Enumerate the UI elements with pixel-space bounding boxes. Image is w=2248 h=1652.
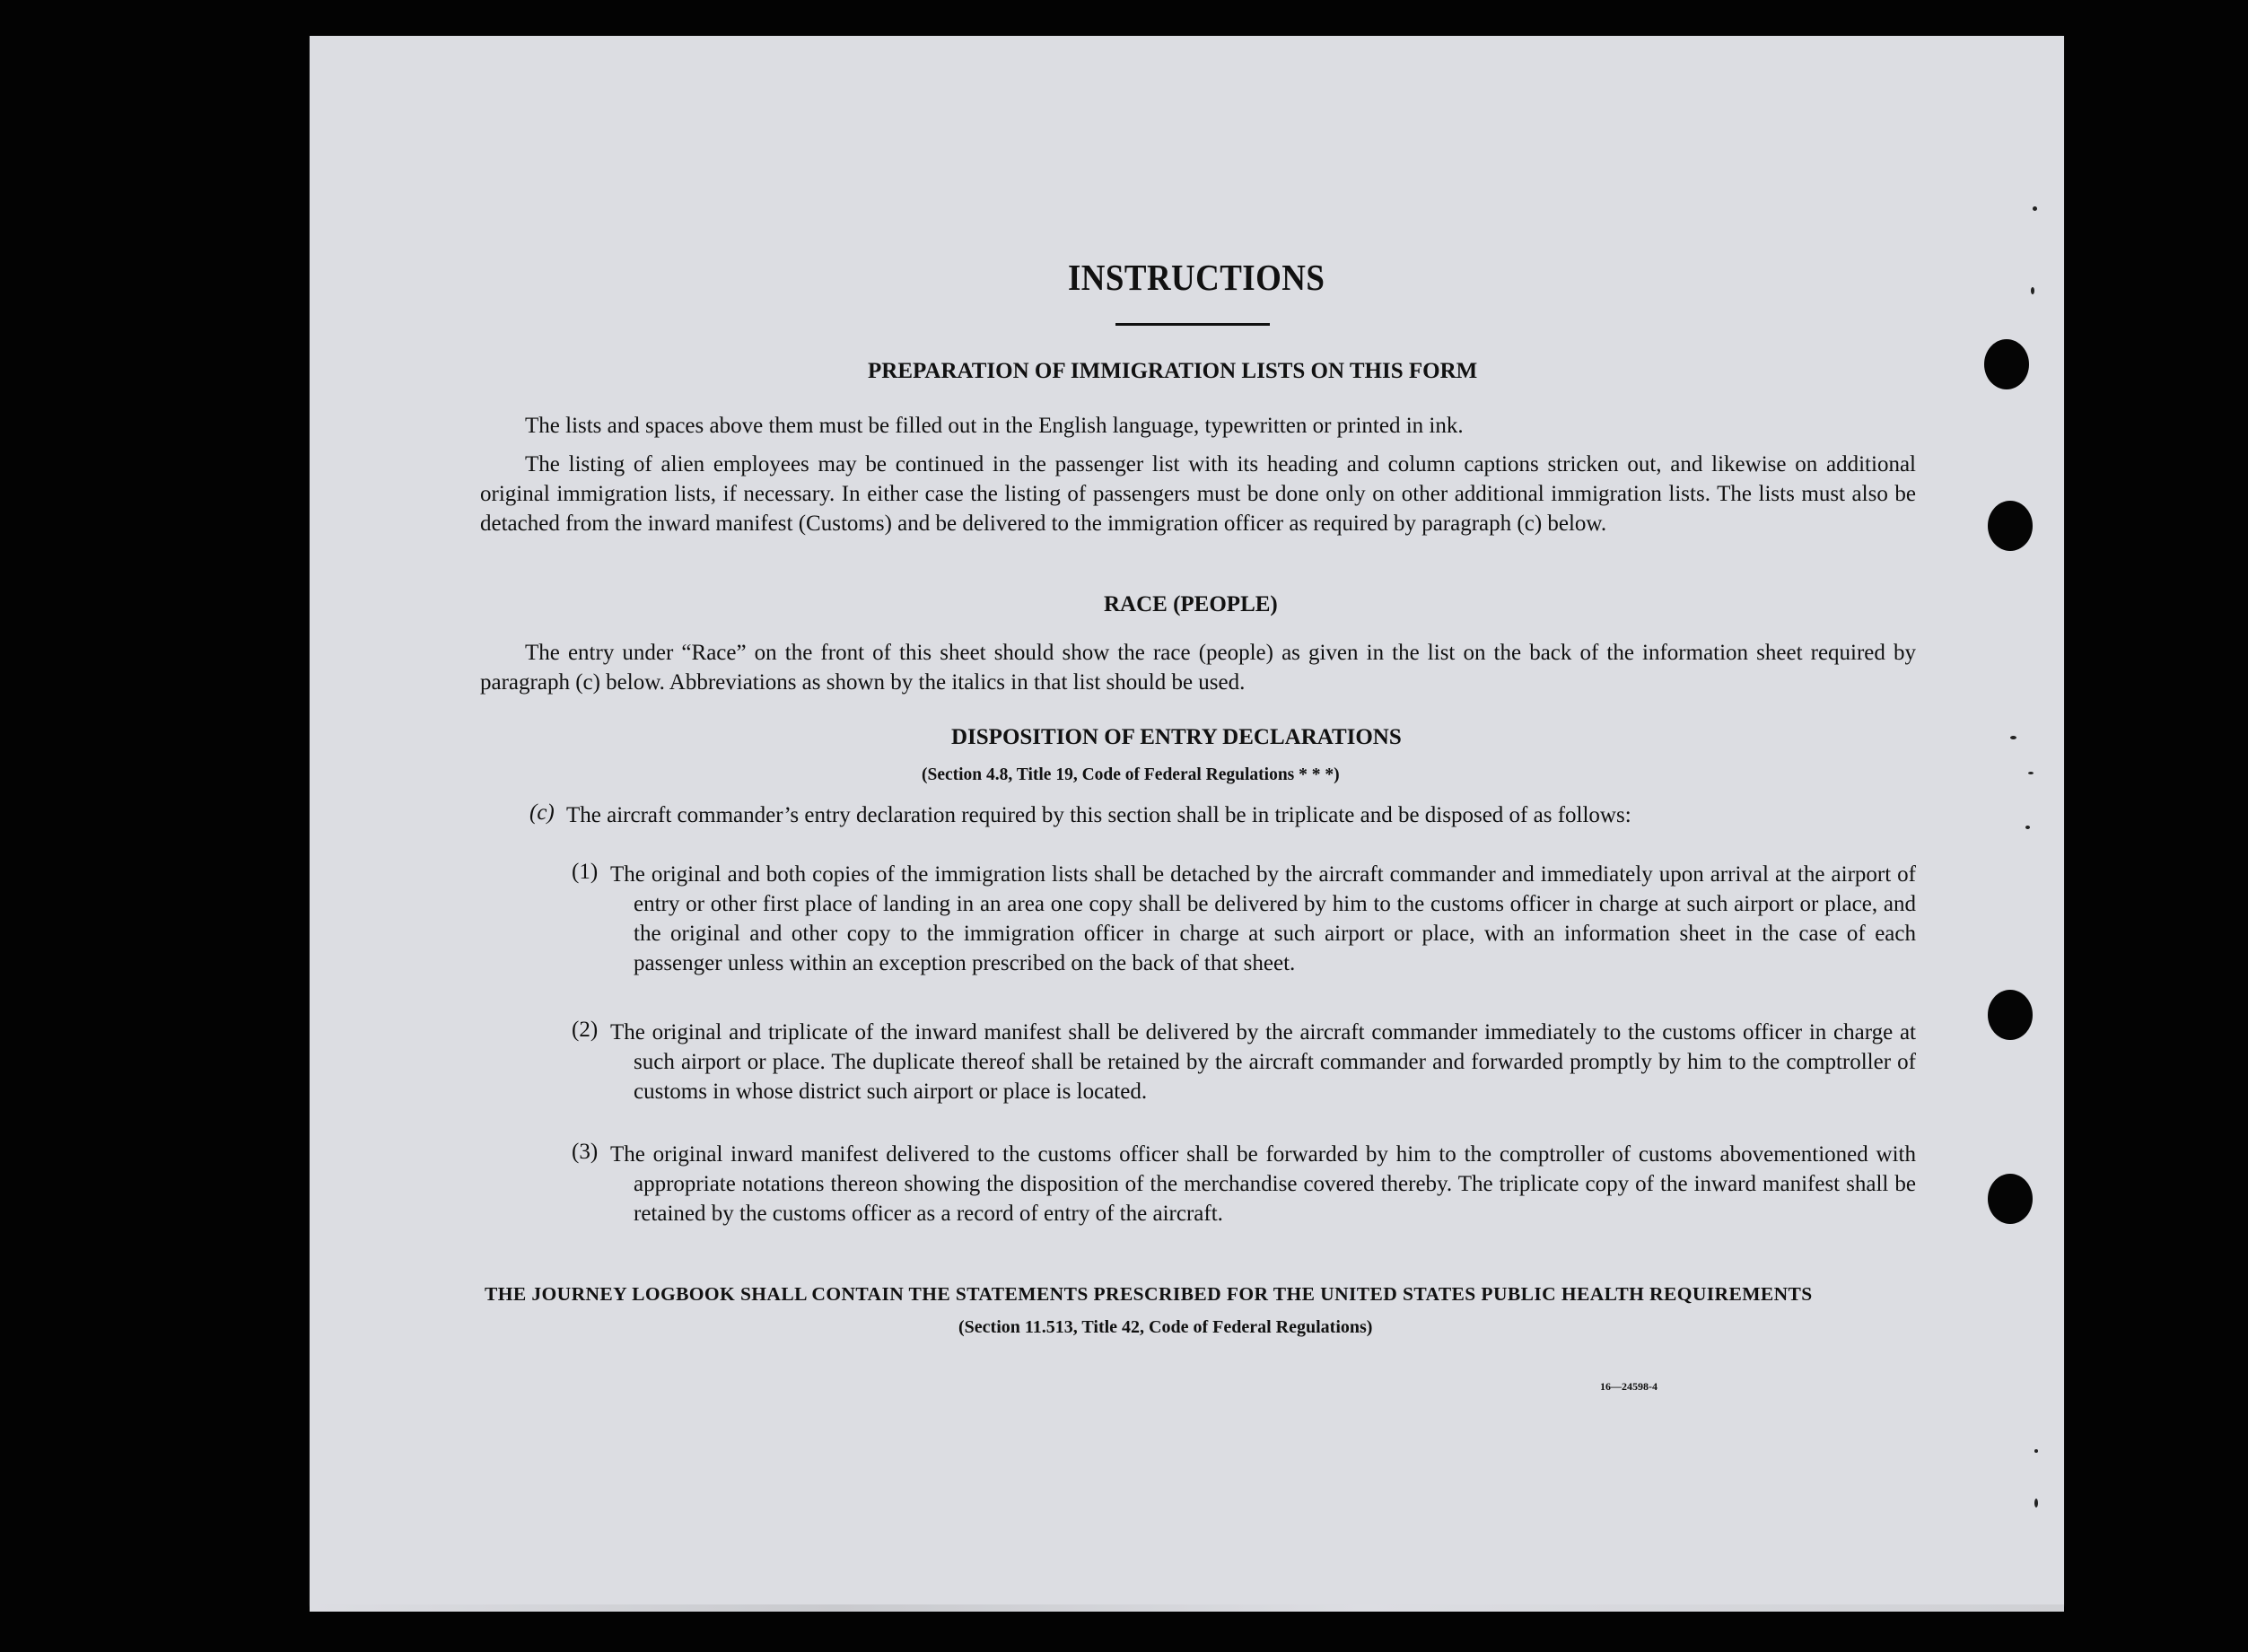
scan-speck <box>2031 287 2034 294</box>
scan-speck <box>2025 826 2030 829</box>
footer-reference: (Section 11.513, Title 42, Code of Federal Regulations) <box>958 1317 1373 1337</box>
section-reference: (Section 4.8, Title 19, Code of Federal Regulations * * *) <box>922 765 1340 784</box>
paragraph-race <box>480 638 1916 697</box>
punch-hole <box>1988 990 2033 1040</box>
paragraph-text: The lists and spaces above them must be filled out in the English language, typewritten or printed in ink. <box>525 414 1464 438</box>
item-text-3 <box>610 1140 1916 1228</box>
punch-hole <box>1984 339 2029 389</box>
punch-hole <box>1988 1174 2033 1224</box>
scan-speck <box>2034 1499 2038 1508</box>
item-text: The original and both copies of the immigration lists shall be detached by the aircraft commander and immediately upon arrival at the airport of entry or other first place of landing in an area one copy shall be delivered by him to the customs officer in charge at such airport or place, and the original and other copy to the immigration officer in charge at such airport or place, with an information sheet in the case of each passenger unless within an exception prescribed on the back of that sheet. <box>610 862 1916 975</box>
paragraph-lists-language <box>480 411 1916 441</box>
item-text-2 <box>610 1018 1916 1106</box>
scan-speck <box>2028 772 2034 774</box>
title-underline <box>1115 323 1270 326</box>
item-text: The original and triplicate of the inward manifest shall be delivered by the aircraft commander immediately to the customs officer in charge at such airport or place. The duplicate thereof shall be retained by the aircraft commander and forwarded promptly by him to the comptroller of customs in whose district such airport or place is located. <box>610 1020 1916 1104</box>
paragraph-label-c: (c) <box>529 800 555 825</box>
scan-speck <box>2010 736 2016 739</box>
paragraph-intro-c <box>566 800 1917 830</box>
punch-hole <box>1988 501 2033 551</box>
footer-statement: THE JOURNEY LOGBOOK SHALL CONTAIN THE STATEMENTS PRESCRIBED FOR THE UNITED STATES PUBLIC HEALTH REQUIREMENTS <box>485 1283 1813 1305</box>
section-heading-race: RACE (PEOPLE) <box>1104 592 1278 616</box>
section-heading-disposition: DISPOSITION OF ENTRY DECLARATIONS <box>951 725 1402 749</box>
section-heading-preparation: PREPARATION OF IMMIGRATION LISTS ON THIS FORM <box>868 359 1478 383</box>
item-number-2: (2) <box>572 1018 599 1042</box>
item-number-3: (3) <box>572 1140 599 1164</box>
item-text: The original inward manifest delivered to the customs officer shall be forwarded by him to the comptroller of customs abovementioned with appropriate notations thereon showing the disposition of the merchandise covered thereby. The triplicate copy of the inward manifest shall be retained by the customs officer as a record of entry of the aircraft. <box>610 1142 1916 1226</box>
paragraph-text: The aircraft commander’s entry declaration required by this section shall be in triplicate and be disposed of as follows: <box>566 803 1631 827</box>
paragraph-text: The entry under “Race” on the front of this sheet should show the race (people) as given in the list on the back of the information sheet required by paragraph (c) below. Abbreviations as shown by the italics in that list should be used. <box>480 641 1916 695</box>
page-title: INSTRUCTIONS <box>1068 257 1325 298</box>
scan-speck <box>2034 1449 2038 1453</box>
item-text-1 <box>610 860 1916 978</box>
item-number-1: (1) <box>572 860 599 884</box>
paragraph-alien-employees <box>480 450 1916 538</box>
scan-speck <box>2033 206 2037 211</box>
form-code: 16—24598-4 <box>1600 1380 1658 1393</box>
paragraph-text: The listing of alien employees may be continued in the passenger list with its heading and column captions stricken out, and likewise on additional original immigration lists, if necessary. In either case the listing of passengers must be done only on other additional immigration lists. The lists must also be detached from the inward manifest (Customs) and be delivered to the immigration officer as required by paragraph (c) below. <box>480 452 1916 536</box>
